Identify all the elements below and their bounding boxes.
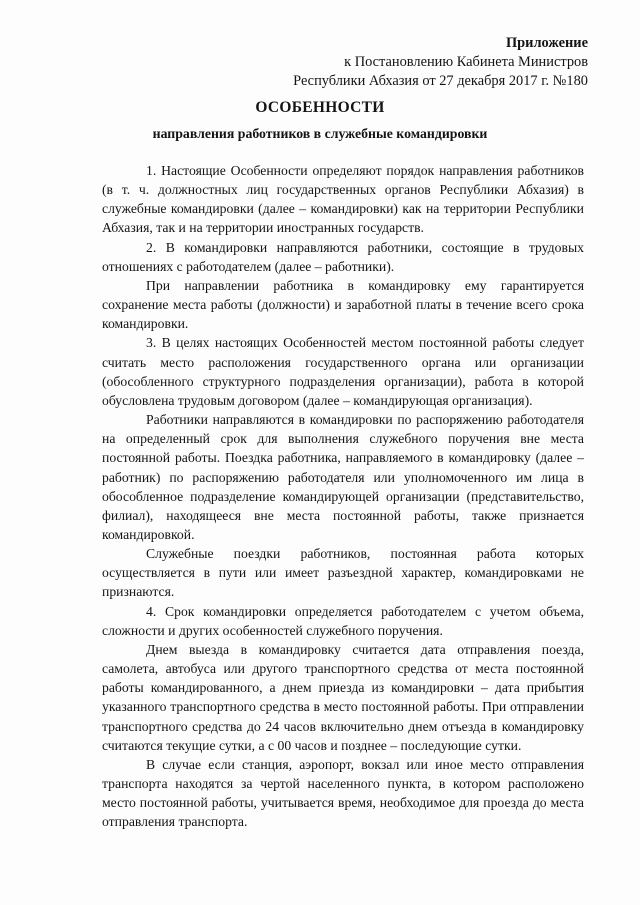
appendix-title: Приложение — [505, 35, 588, 51]
document-subtitle: направления работников в служебные командировки — [152, 126, 488, 141]
appendix-line-1: к Постановлению Кабинета Министров — [344, 54, 588, 70]
document-body — [102, 161, 584, 831]
paragraph: При направлении работника в командировку ему гарантируется сохранение места работы (должности) и заработной платы в течение всего срока командировки. — [102, 277, 584, 332]
paragraph: 4. Срок командировки определяется работодателем с учетом объема, сложности и других особенностей служебного поручения. — [102, 603, 584, 638]
document-title: ОСОБЕННОСТИ — [255, 99, 385, 116]
paragraph: 3. В целях настоящих Особенностей местом постоянной работы следует считать место расположения государственного органа или организации (обособленного структурного подразделения организации), работа в которой обусловлена трудовым договором (далее – командирующая организация). — [102, 335, 584, 408]
paragraph: В случае если станция, аэропорт, вокзал или иное место отправления транспорта находятся за чертой населенного пункта, в котором расположено место постоянной работы, учитывается время, необходимое для проезда до места отправления транспорта. — [102, 756, 584, 830]
paragraph: 1. Настоящие Особенности определяют порядок направления работников (в т. ч. должностных лиц государственных органов Республики Абхазия) в служебные командировки (далее – командировки) как на территории Республики Абхазия, так и на территории иностранных государств. — [102, 163, 584, 236]
paragraph: 2. В командировки направляются работники, состоящие в трудовых отношениях с работодателем (далее – работники). — [102, 239, 584, 274]
appendix-line-2: Республики Абхазия от 27 декабря 2017 г. №180 — [293, 73, 588, 89]
paragraph: Служебные поездки работников, постоянная работа которых осуществляется в пути или имеет разъездной характер, командировками не признаются. — [102, 546, 584, 600]
paragraph: Работники направляются в командировки по распоряжению работодателя на определенный срок для выполнения служебного поручения вне места постоянной работы. Поездка работника, направляемого в командировку (далее – работник) по распоряжению работодателя или уполномоченного им лица в обособленное подразделение командирующей организации (представительство, филиал), находящееся вне места постоянной работы, также признается командировкой. — [102, 412, 584, 542]
paragraph: Днем выезда в командировку считается дата отправления поезда, самолета, автобуса или другого транспортного средства от места постоянной работы командированного, а днем приезда из командировки – дата прибытия указанного транспортного средства в место постоянной работы. При отправлении транспортного средства до 24 часов включительно днем отъезда в командировку считаются текущие сутки, а с 00 часов и позднее – последующие сутки. — [102, 641, 584, 753]
appendix-header — [293, 34, 588, 91]
